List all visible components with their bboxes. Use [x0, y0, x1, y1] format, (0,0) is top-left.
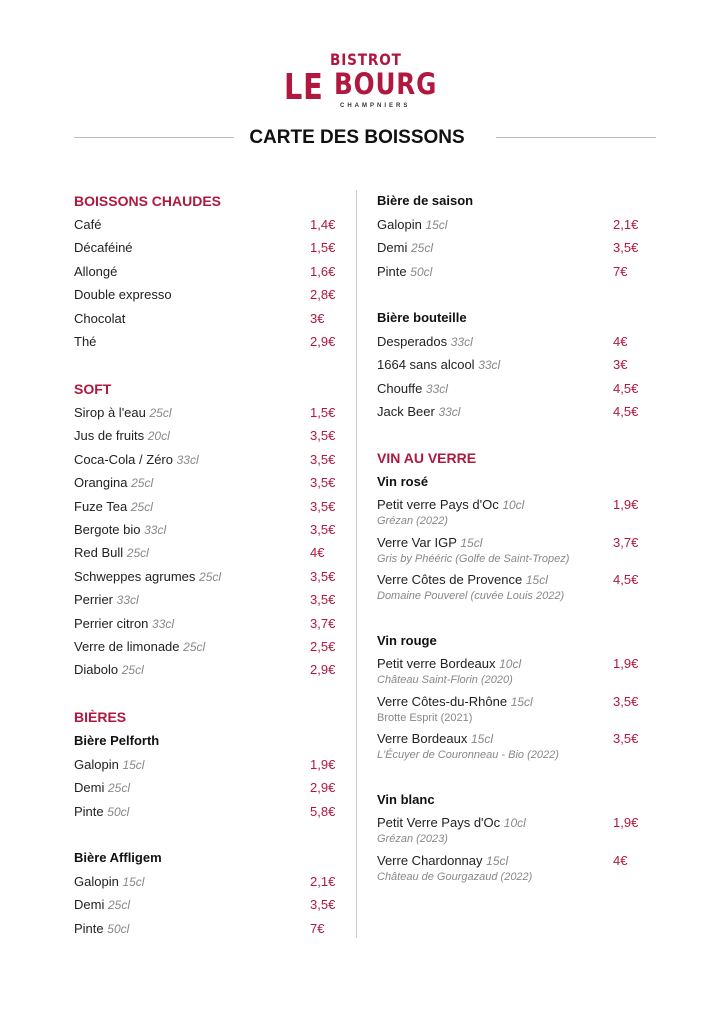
menu-section — [377, 788, 639, 887]
logo — [284, 52, 450, 112]
wine-volume: 15cl — [470, 732, 493, 746]
subsection-heading: Bière bouteille — [377, 310, 467, 325]
wine-item — [377, 728, 639, 766]
item-name: Bergote bio — [74, 521, 141, 537]
item-name: Perrier — [74, 592, 114, 608]
item-name: Orangina — [74, 475, 128, 491]
menu-item — [377, 377, 639, 400]
wine-detail: Grézan (2022) — [377, 515, 448, 527]
item-name: Schweppes agrumes — [74, 568, 196, 584]
wine-volume: 15cl — [486, 853, 509, 868]
menu-item — [74, 870, 336, 893]
item-price: 4,5€ — [613, 380, 639, 396]
wine-name: Petit Verre Pays d'Oc — [377, 815, 501, 830]
menu-section — [74, 189, 336, 353]
item-volume: 15cl — [122, 758, 145, 772]
wine-price: 1,9€ — [613, 815, 639, 830]
menu-item — [74, 917, 336, 940]
item-volume: 25cl — [130, 499, 153, 514]
item-name: Pinte — [74, 920, 104, 936]
logo-bourg: BOURG — [334, 67, 438, 101]
item-volume: 33cl — [176, 452, 199, 467]
wine-item — [377, 494, 639, 532]
item-volume: 33cl — [144, 522, 167, 537]
item-price: 1,5€ — [310, 240, 336, 256]
item-price: 1,6€ — [310, 263, 336, 279]
item-price: 3,5€ — [310, 428, 336, 444]
item-volume: 33cl — [425, 381, 448, 396]
item-name: Red Bull — [74, 545, 124, 561]
item-name: Coca-Cola / Zéro — [74, 451, 173, 467]
menu-item — [74, 236, 336, 259]
menu-item — [74, 565, 336, 588]
item-price: 1,5€ — [310, 405, 336, 420]
logo-bistrot: BISTROT — [330, 50, 402, 69]
wine-detail: L'Écuyer de Couronneau - Bio (2022) — [377, 749, 559, 761]
wine-detail: Gris by Phééric (Golfe de Saint-Tropez) — [377, 552, 570, 565]
wine-name: Verre Bordeaux — [377, 731, 468, 746]
subsection-heading: Bière Affligem — [74, 850, 162, 865]
item-price: 7€ — [613, 263, 628, 279]
item-volume: 33cl — [438, 405, 461, 420]
wine-name: Petit verre Bordeaux — [377, 656, 500, 671]
menu-section — [74, 846, 336, 940]
item-name: Demi — [74, 780, 105, 796]
item-name: Pinte — [377, 263, 407, 279]
item-name: Verre de limonade — [74, 638, 180, 654]
item-price: 5,8€ — [310, 803, 336, 819]
wine-item — [377, 569, 639, 607]
wine-volume: 15cl — [510, 694, 533, 709]
item-name: Galopin — [377, 217, 422, 232]
item-name: Jus de fruits — [74, 428, 145, 444]
item-price: 4€ — [613, 334, 628, 349]
menu-section — [74, 705, 336, 823]
subsection-heading: Bière de saison — [377, 193, 474, 208]
menu-item — [74, 753, 336, 776]
item-price: 2,5€ — [310, 638, 336, 654]
wine-volume: 10cl — [503, 816, 526, 830]
item-price: 2,8€ — [310, 287, 336, 303]
item-name: Thé — [74, 333, 97, 349]
wine-detail: Domaine Pouverel (cuvée Louis 2022) — [377, 590, 565, 602]
wine-name-line — [377, 728, 639, 749]
item-price: 2,9€ — [310, 780, 336, 796]
wine-name-line — [377, 691, 639, 712]
wine-item — [377, 812, 639, 850]
wine-item — [377, 850, 639, 888]
wine-detail: Grézan (2023) — [377, 833, 448, 845]
section-heading: BOISSONS CHAUDES — [74, 193, 222, 209]
page-title: CARTE DES BOISSONS — [249, 127, 465, 148]
item-price: 3,5€ — [310, 592, 336, 608]
item-volume: 25cl — [199, 569, 222, 584]
item-price: 3,5€ — [310, 475, 336, 491]
item-volume: 20cl — [147, 429, 170, 444]
item-volume: 25cl — [149, 406, 172, 420]
item-volume: 33cl — [152, 616, 175, 631]
menu-item — [74, 612, 336, 635]
wine-detail: Château Saint-Florin (2020) — [377, 674, 513, 686]
item-name: Diabolo — [74, 662, 119, 678]
item-name: Perrier citron — [74, 615, 149, 631]
menu-item — [74, 448, 336, 471]
menu-item — [74, 800, 336, 823]
subsection-heading: Vin rouge — [377, 633, 437, 648]
wine-price: 4€ — [613, 852, 628, 868]
item-volume: 15cl — [122, 875, 145, 889]
menu-item — [74, 471, 336, 494]
menu-section — [74, 377, 336, 682]
wine-detail: Brotte Esprit (2021) — [377, 711, 473, 724]
wine-item — [377, 653, 639, 691]
menu-item — [74, 776, 336, 799]
item-volume: 50cl — [107, 804, 130, 819]
menu-item — [74, 541, 336, 564]
item-volume: 33cl — [450, 335, 473, 349]
menu-item — [377, 330, 639, 353]
item-volume: 33cl — [478, 358, 501, 373]
wine-price: 4,5€ — [613, 572, 639, 587]
item-name: Galopin — [74, 757, 119, 772]
item-name: Chocolat — [74, 310, 126, 326]
item-name: Demi — [74, 897, 105, 913]
item-name: Galopin — [74, 874, 119, 889]
menu-section — [377, 446, 639, 607]
item-price: 3€ — [310, 310, 325, 326]
item-name: Allongé — [74, 263, 118, 279]
item-price: 2,9€ — [310, 662, 336, 678]
item-price: 2,1€ — [613, 217, 639, 232]
item-volume: 50cl — [410, 264, 433, 279]
menu-item — [377, 353, 639, 376]
wine-volume: 10cl — [499, 657, 522, 671]
menu-item — [74, 260, 336, 283]
item-name: 1664 sans alcool — [377, 357, 475, 373]
section-heading: SOFT — [74, 381, 112, 397]
item-volume: 25cl — [107, 781, 130, 796]
wine-name-line — [377, 653, 639, 674]
menu-item — [74, 330, 336, 353]
subsection-heading: Vin blanc — [377, 792, 435, 807]
item-name: Double expresso — [74, 287, 172, 303]
wine-name: Verre Chardonnay — [377, 852, 483, 868]
logo-le: LE — [284, 67, 324, 108]
item-price: 1,9€ — [310, 757, 336, 772]
item-volume: 25cl — [121, 663, 144, 678]
title-rule-right — [496, 137, 656, 138]
item-name: Demi — [377, 240, 408, 256]
item-name: Chouffe — [377, 380, 423, 396]
menu-section — [377, 189, 639, 283]
subsection-heading: Vin rosé — [377, 474, 429, 489]
subsection-heading: Bière Pelforth — [74, 733, 160, 748]
item-price: 3,5€ — [310, 498, 336, 514]
menu-item — [74, 401, 336, 424]
item-name: Café — [74, 217, 102, 232]
wine-volume: 10cl — [502, 498, 525, 512]
wine-volume: 15cl — [525, 573, 548, 587]
menu-section — [377, 306, 639, 424]
menu-item — [74, 518, 336, 541]
wine-name-line — [377, 494, 639, 515]
item-volume: 25cl — [131, 476, 154, 491]
wine-name: Verre Côtes de Provence — [377, 572, 523, 587]
item-volume: 50cl — [107, 921, 130, 936]
wine-price: 3,7€ — [613, 534, 639, 550]
menu-item — [74, 213, 336, 236]
item-price: 3,7€ — [310, 615, 336, 631]
menu-item — [377, 236, 639, 259]
menu-item — [377, 400, 639, 423]
column-divider — [356, 190, 357, 938]
item-volume: 25cl — [107, 898, 130, 913]
item-name: Desperados — [377, 334, 448, 349]
wine-name-line — [377, 532, 639, 553]
menu-item — [74, 588, 336, 611]
item-price: 2,1€ — [310, 874, 336, 889]
wine-name: Verre Var IGP — [377, 534, 457, 550]
logo-champniers: CHAMPNIERS — [340, 103, 411, 109]
section-heading: BIÈRES — [74, 709, 127, 725]
item-name: Sirop à l'eau — [74, 405, 146, 420]
wine-name-line — [377, 850, 639, 871]
menu-item — [74, 893, 336, 916]
wine-price: 3,5€ — [613, 693, 639, 709]
item-price: 4,5€ — [613, 404, 639, 420]
item-price: 3,5€ — [310, 897, 336, 913]
item-price: 3€ — [613, 357, 628, 373]
menu-section — [377, 629, 639, 766]
wine-item — [377, 532, 639, 570]
wine-price: 3,5€ — [613, 731, 639, 746]
wine-item — [377, 691, 639, 729]
item-price: 7€ — [310, 920, 325, 936]
item-volume: 33cl — [116, 593, 139, 608]
wine-name-line — [377, 812, 639, 833]
item-price: 4€ — [310, 545, 325, 561]
item-price: 2,9€ — [310, 333, 336, 349]
item-volume: 25cl — [183, 639, 206, 654]
menu-item — [377, 260, 639, 283]
item-price: 3,5€ — [310, 521, 336, 537]
wine-price: 1,9€ — [613, 656, 639, 671]
wine-price: 1,9€ — [613, 497, 639, 512]
item-price: 3,5€ — [310, 451, 336, 467]
menu-item — [377, 213, 639, 236]
menu-item — [74, 283, 336, 306]
menu-item — [74, 307, 336, 330]
wine-name-line — [377, 569, 639, 590]
item-name: Fuze Tea — [74, 498, 128, 514]
item-price: 3,5€ — [310, 568, 336, 584]
menu-item — [74, 658, 336, 681]
item-volume: 25cl — [410, 241, 433, 256]
menu-item — [74, 495, 336, 518]
wine-name: Petit verre Pays d'Oc — [377, 497, 499, 512]
item-name: Pinte — [74, 803, 104, 819]
wine-volume: 15cl — [460, 535, 483, 550]
item-name: Décaféiné — [74, 240, 133, 256]
section-heading: VIN AU VERRE — [377, 450, 477, 466]
wine-name: Verre Côtes-du-Rhône — [377, 693, 508, 709]
item-volume: 15cl — [425, 218, 448, 232]
menu-item — [74, 424, 336, 447]
item-name: Jack Beer — [377, 404, 435, 420]
item-price: 1,4€ — [310, 217, 336, 232]
wine-detail: Château de Gourgazaud (2022) — [377, 870, 533, 883]
item-price: 3,5€ — [613, 240, 639, 256]
item-volume: 25cl — [126, 546, 149, 561]
menu-item — [74, 635, 336, 658]
